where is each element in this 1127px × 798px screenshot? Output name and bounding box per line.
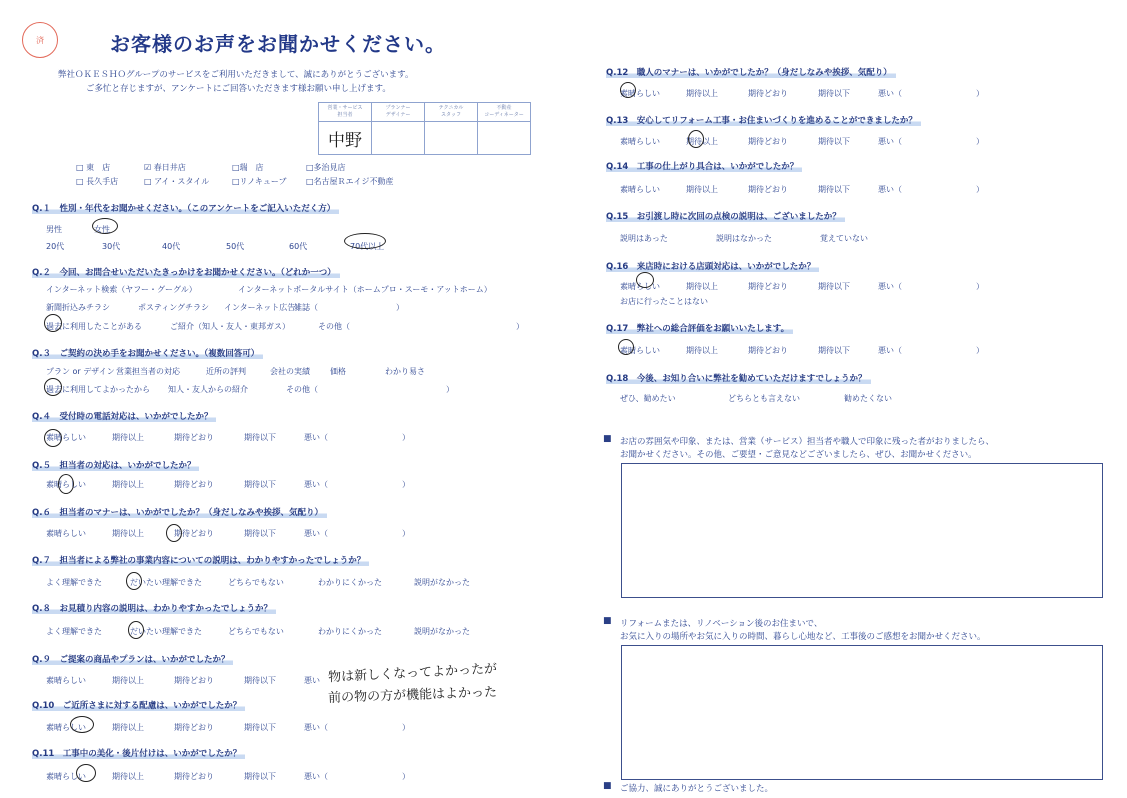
free2-textarea[interactable] <box>621 645 1103 780</box>
store-option[interactable]: □ 東 店 <box>76 163 111 172</box>
answer-option[interactable]: お店に行ったことはない <box>620 297 708 306</box>
question-1: Q.１ 性別・年代をお聞かせください。（このアンケートをご記入いただく方） <box>32 202 339 214</box>
answer-option[interactable]: 悪い <box>304 676 320 685</box>
answer-option[interactable]: 期待どおり <box>748 346 788 355</box>
question-10: Q.10 ご近所さまに対する配慮は、いかがでしたか？ <box>32 699 245 711</box>
question-6: Q.６ 担当者のマナーは、いかがでしたか？（身だしなみや挨拶、気配り） <box>32 506 327 518</box>
answer-option[interactable]: 期待以下 <box>818 89 850 98</box>
answer-option[interactable]: 70代以上 <box>350 242 385 251</box>
answer-option[interactable]: 30代 <box>102 242 121 251</box>
answer-option[interactable]: プラン or デザイン <box>46 367 115 376</box>
answer-option[interactable]: 期待以上 <box>112 433 144 442</box>
answer-option[interactable]: 悪い（ <box>304 723 328 732</box>
question-5: Q.５ 担当者の対応は、いかがでしたか？ <box>32 459 199 471</box>
question-12: Q.12 職人のマナーは、いかがでしたか？（身だしなみや挨拶、気配り） <box>606 66 896 78</box>
question-18: Q.18 今後、お知り合いに弊社を勧めていただけますでしょうか？ <box>606 372 871 384</box>
bullet-square-icon: ■ <box>603 781 612 791</box>
answer-option[interactable]: 悪い（ <box>878 89 902 98</box>
answer-option[interactable]: 期待以下 <box>244 676 276 685</box>
answer-option[interactable]: 男性 <box>46 225 62 234</box>
answer-option[interactable]: 説明はなかった <box>716 234 772 243</box>
answer-option[interactable]: 悪い（ <box>878 346 902 355</box>
answer-option[interactable]: 悪い（ <box>304 433 328 442</box>
answer-option[interactable]: 悪い（ <box>304 772 328 781</box>
question-11: Q.11 工事中の美化・後片付けは、いかがでしたか？ <box>32 747 245 759</box>
store-option[interactable]: ☑ 春日井店 <box>144 163 186 172</box>
answer-option[interactable]: 素晴らしい <box>46 529 86 538</box>
answer-option[interactable]: ） <box>976 185 984 194</box>
question-14: Q.14 工事の仕上がり具合は、いかがでしたか？ <box>606 160 802 172</box>
answer-option[interactable]: 期待どおり <box>748 137 788 146</box>
answer-option[interactable]: 素晴らしい <box>46 480 86 489</box>
staff-header-planner: プランナー デザイナー <box>372 103 425 122</box>
store-option[interactable]: □リノキューブ <box>232 177 287 186</box>
answer-circle <box>688 130 704 148</box>
question-17: Q.17 弊社への総合評価をお願いいたします。 <box>606 322 793 334</box>
question-16: Q.16 来店時における店頭対応は、いかがでしたか？ <box>606 260 819 272</box>
question-4: Q.４ 受付時の電話対応は、いかがでしたか？ <box>32 410 216 422</box>
answer-option[interactable]: ポスティングチラシ <box>138 303 210 312</box>
answer-option[interactable]: よく理解できた <box>46 578 102 587</box>
answer-option[interactable]: 過去に利用してよかったから <box>46 385 150 394</box>
q9-comment-line-2: 前の物の方が機能はよかった <box>327 685 498 706</box>
answer-option[interactable]: 女性 <box>94 225 110 234</box>
answer-option[interactable]: ） <box>402 723 410 732</box>
answer-circle <box>128 621 144 639</box>
answer-option[interactable]: 期待以下 <box>244 480 276 489</box>
answer-option[interactable]: 期待どおり <box>174 529 214 538</box>
answer-option[interactable]: 過去に利用したことがある <box>46 322 142 331</box>
answer-option[interactable]: 期待以上 <box>686 346 718 355</box>
answer-option[interactable]: 50代 <box>226 242 245 251</box>
answer-option[interactable]: 悪い（ <box>878 282 902 291</box>
answer-option[interactable]: 勧めたくない <box>844 394 892 403</box>
stamp-text: 済 <box>36 35 44 45</box>
answer-option[interactable]: 素晴らしい <box>46 433 86 442</box>
answer-option[interactable]: 期待以上 <box>112 723 144 732</box>
free1-prompt-1: お店の雰囲気や印象、または、営業（サービス）担当者や職人で印象に残った者がおりましたら、 <box>620 437 995 447</box>
store-option[interactable]: □多治見店 <box>306 163 346 172</box>
thanks-message: ご協力、誠にありがとうございました。 <box>620 784 774 794</box>
answer-option[interactable]: わかりにくかった <box>318 627 382 636</box>
answer-option[interactable]: 会社の実績 <box>270 367 310 376</box>
store-option[interactable]: □ アイ・スタイル <box>144 177 210 186</box>
answer-option[interactable]: 期待以上 <box>686 137 718 146</box>
staff-cell-2 <box>372 122 425 155</box>
answer-circle <box>92 218 118 234</box>
answer-option[interactable]: 素晴らしい <box>620 346 660 355</box>
answer-option[interactable]: 期待以上 <box>686 282 718 291</box>
answer-option[interactable]: 新聞折込みチラシ <box>46 303 110 312</box>
answer-option[interactable]: 期待どおり <box>174 723 214 732</box>
free1-textarea[interactable] <box>621 463 1103 598</box>
answer-circle <box>44 314 62 332</box>
answer-circle <box>636 272 654 288</box>
answer-option[interactable]: 悪い（ <box>304 480 328 489</box>
answer-option[interactable]: 60代 <box>289 242 308 251</box>
answer-option[interactable]: ） <box>402 480 410 489</box>
answer-circle <box>166 524 182 542</box>
bullet-square-icon: ■ <box>603 434 612 444</box>
answer-option[interactable]: ぜひ、勧めたい <box>620 394 676 403</box>
answer-option[interactable]: 雑誌（ <box>294 303 318 312</box>
answer-option[interactable]: 説明がなかった <box>414 578 470 587</box>
answer-option[interactable]: ご紹介（知人・友人・東邦ガス） <box>170 322 290 331</box>
answer-option[interactable]: ） <box>396 303 404 312</box>
question-2: Q.２ 今回、お問合せいただいたきっかけをお聞かせください。（どれか一つ） <box>32 266 340 278</box>
answer-option[interactable]: 営業担当者の対応 <box>116 367 180 376</box>
answer-option[interactable]: 近所の評判 <box>206 367 246 376</box>
answer-option[interactable]: ） <box>402 433 410 442</box>
question-9: Q.９ ご提案の商品やプランは、いかがでしたか？ <box>32 653 233 665</box>
answer-option[interactable]: その他（ <box>318 322 350 331</box>
answer-option[interactable]: 期待どおり <box>174 433 214 442</box>
answer-circle <box>618 339 634 355</box>
answer-option[interactable]: その他（ <box>286 385 318 394</box>
question-8: Q.８ お見積り内容の説明は、わかりやすかったでしょうか？ <box>32 602 276 614</box>
answer-option[interactable]: 期待どおり <box>748 185 788 194</box>
question-15: Q.15 お引渡し時に次回の点検の説明は、ございましたか？ <box>606 210 845 222</box>
answer-option[interactable]: インターネット検索（ヤフー・グーグル） <box>46 285 197 294</box>
answer-option[interactable]: 期待以下 <box>244 723 276 732</box>
staff-header-sales: 営業・サービス 担当者 <box>319 103 372 122</box>
answer-option[interactable]: 期待以上 <box>112 676 144 685</box>
question-3: Q.３ ご契約の決め手をお聞かせください。（複数回答可） <box>32 347 263 359</box>
answer-option[interactable]: 素晴らしい <box>46 676 86 685</box>
answer-circle <box>44 429 62 447</box>
answer-option[interactable]: 40代 <box>162 242 181 251</box>
answer-circle <box>44 378 62 396</box>
answer-circle <box>620 82 636 98</box>
answer-option[interactable]: 悪い（ <box>304 529 328 538</box>
store-option[interactable]: □瑞 店 <box>232 163 264 172</box>
staff-header-technical: テクニカル スタッフ <box>425 103 478 122</box>
answer-option[interactable]: 素晴らしい <box>620 137 660 146</box>
staff-cell-4 <box>478 122 531 155</box>
answer-option[interactable]: だいたい理解できた <box>130 627 202 636</box>
intro-line-1: 弊社ＯＫＥＳＨＯグループのサービスをご利用いただきまして、誠にありがとうございます。 <box>58 70 414 80</box>
free2-prompt-1: リフォームまたは、リノベーション後のお住まいで、 <box>620 619 823 629</box>
answer-option[interactable]: 期待以下 <box>818 282 850 291</box>
answer-circle <box>126 572 142 590</box>
answer-option[interactable]: わかり易さ <box>385 367 425 376</box>
answer-option[interactable]: 悪い（ <box>878 137 902 146</box>
answer-option[interactable]: よく理解できた <box>46 627 102 636</box>
answer-option[interactable]: 説明がなかった <box>414 627 470 636</box>
answer-option[interactable]: 期待どおり <box>174 772 214 781</box>
answer-option[interactable]: ） <box>446 385 454 394</box>
answer-option[interactable]: 価格 <box>330 367 346 376</box>
answer-option[interactable]: 期待どおり <box>174 676 214 685</box>
answer-option[interactable]: 期待以下 <box>244 529 276 538</box>
answer-option[interactable]: ） <box>516 322 524 331</box>
answer-option[interactable]: ） <box>976 346 984 355</box>
answer-option[interactable]: 期待どおり <box>748 282 788 291</box>
answer-option[interactable]: だいたい理解できた <box>130 578 202 587</box>
answer-option[interactable]: 覚えていない <box>820 234 868 243</box>
answer-option[interactable]: ） <box>976 282 984 291</box>
answer-option[interactable]: 素晴らしい <box>46 772 86 781</box>
answer-circle <box>58 474 74 494</box>
answer-option[interactable]: 期待以下 <box>244 772 276 781</box>
stamp-seal <box>22 22 58 58</box>
free2-prompt-2: お気に入りの場所やお気に入りの時間、暮らし心地など、工事後のご感想をお聞かせください。 <box>620 632 986 642</box>
answer-option[interactable]: 悪い（ <box>878 185 902 194</box>
answer-option[interactable]: 期待以下 <box>818 185 850 194</box>
q9-comment-line-1: 物は新しくなってよかったが <box>327 661 498 686</box>
answer-option[interactable]: 期待以上 <box>112 480 144 489</box>
intro-line-2: ご多忙と存じますが、アンケートにご回答いただきます様お願い申し上げます。 <box>86 84 391 94</box>
page-title: お客様のお声をお聞かせください。 <box>110 32 446 56</box>
staff-cell-3 <box>425 122 478 155</box>
answer-option[interactable]: どちらとも言えない <box>728 394 800 403</box>
bullet-square-icon: ■ <box>603 616 612 626</box>
answer-option[interactable]: ） <box>402 772 410 781</box>
answer-circle <box>76 764 96 782</box>
answer-option[interactable]: 素晴らしい <box>620 282 660 291</box>
answer-option[interactable]: ） <box>402 529 410 538</box>
answer-option[interactable]: 期待以下 <box>818 137 850 146</box>
answer-circle <box>70 716 94 733</box>
answer-option[interactable]: 素晴らしい <box>46 723 86 732</box>
answer-option[interactable]: 期待以下 <box>244 433 276 442</box>
staff-header-realestate: 不動産 コーディネーター <box>478 103 531 122</box>
answer-option[interactable]: 素晴らしい <box>620 185 660 194</box>
answer-option[interactable]: 期待以下 <box>818 346 850 355</box>
answer-option[interactable]: 期待どおり <box>748 89 788 98</box>
answer-option[interactable]: 期待以上 <box>686 89 718 98</box>
answer-option[interactable]: どちらでもない <box>228 578 284 587</box>
answer-option[interactable]: インターネットポータルサイト（ホームプロ・スーモ・アットホーム） <box>238 285 492 294</box>
answer-circle <box>344 233 386 249</box>
answer-option[interactable]: インターネット広告 <box>224 303 296 312</box>
answer-option[interactable]: 20代 <box>46 242 65 251</box>
answer-option[interactable]: ） <box>976 137 984 146</box>
question-13: Q.13 安心してリフォーム工事・お住まいづくりを進めることができましたか？ <box>606 114 921 126</box>
answer-option[interactable]: どちらでもない <box>228 627 284 636</box>
answer-option[interactable]: 期待以上 <box>686 185 718 194</box>
answer-option[interactable]: 素晴らしい <box>620 89 660 98</box>
staff-signature: 中野 <box>319 122 372 155</box>
store-option[interactable]: □名古屋Ｒエイジ不動産 <box>306 177 394 186</box>
free1-prompt-2: お聞かせください。その他、ご要望・ご意見などございましたら、ぜひ、お聞かせください。 <box>620 450 977 460</box>
store-option[interactable]: □ 長久手店 <box>76 177 119 186</box>
answer-option[interactable]: 説明はあった <box>620 234 668 243</box>
staff-table <box>318 102 531 155</box>
answer-option[interactable]: 知人・友人からの紹介 <box>168 385 248 394</box>
answer-option[interactable]: 期待どおり <box>174 480 214 489</box>
answer-option[interactable]: 期待以上 <box>112 772 144 781</box>
question-7: Q.７ 担当者による弊社の事業内容についての説明は、わかりやすかったでしょうか？ <box>32 554 369 566</box>
answer-option[interactable]: 期待以上 <box>112 529 144 538</box>
answer-option[interactable]: ） <box>976 89 984 98</box>
answer-option[interactable]: わかりにくかった <box>318 578 382 587</box>
